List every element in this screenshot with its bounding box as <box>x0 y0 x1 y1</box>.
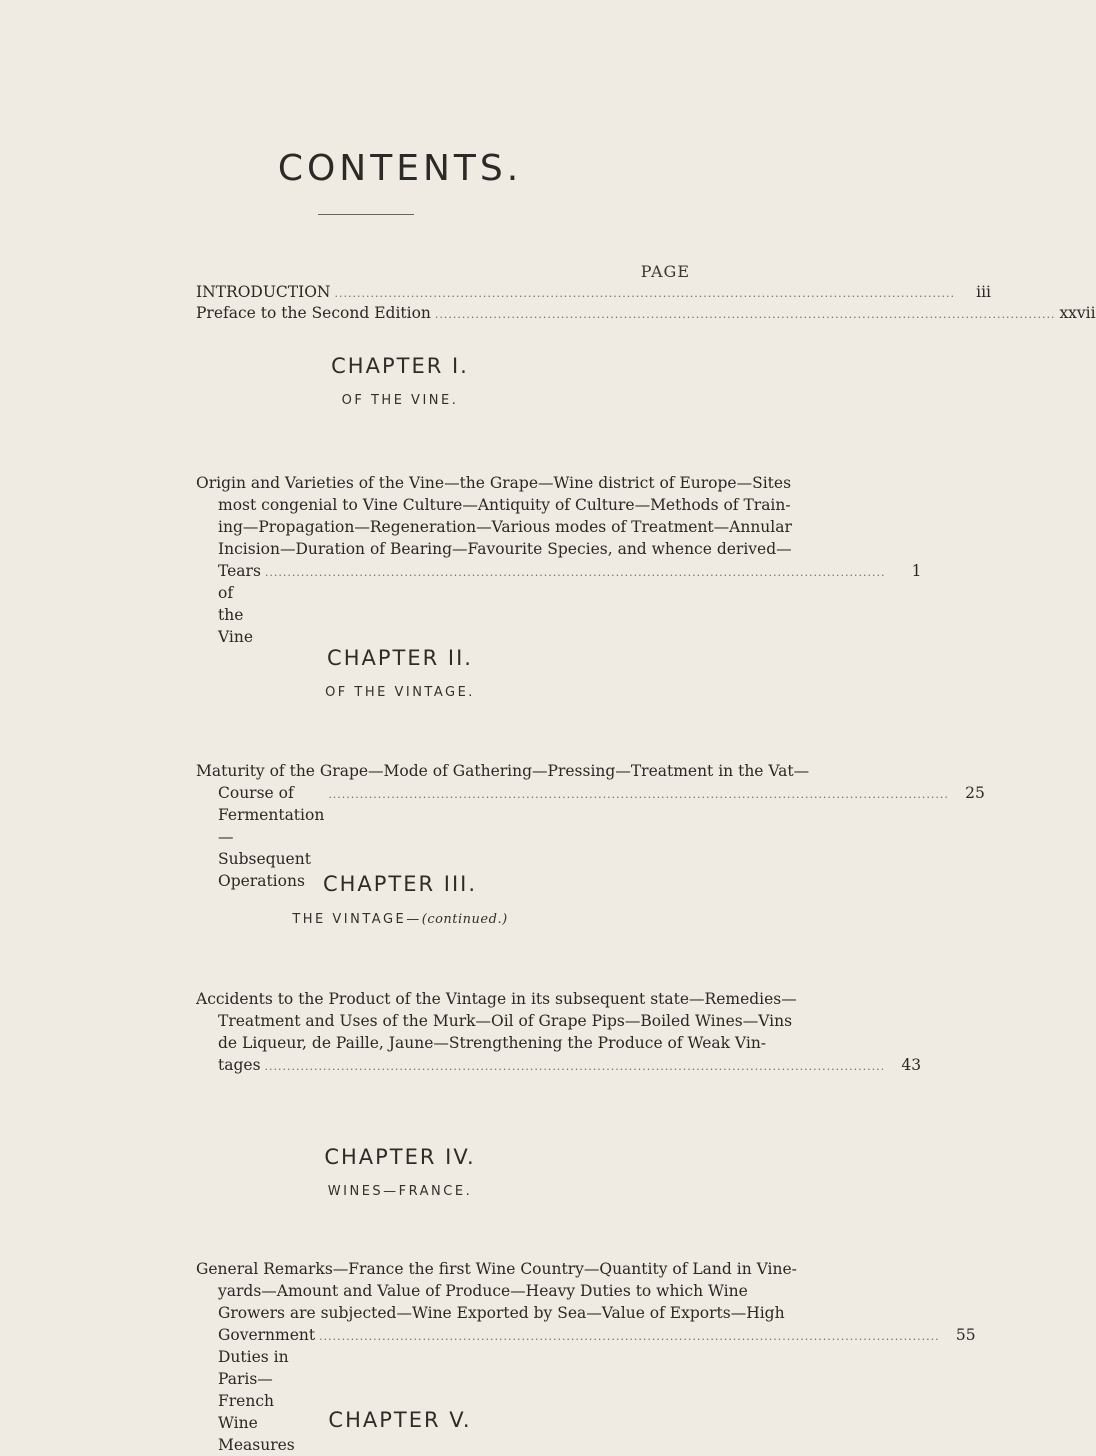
synopsis-line: Accidents to the Product of the Vintage in its subsequent state—Remedies— <box>196 990 797 1008</box>
chapter-page: 43 <box>901 1056 922 1074</box>
synopsis-line: Course of Fermentation—Subsequent Operations <box>218 784 325 890</box>
chapter-page: 55 <box>955 1326 976 1344</box>
entry-title: INTRODUCTION <box>196 283 331 301</box>
toc-entry-introduction <box>196 283 992 301</box>
synopsis-line: Growers are subjected—Wine Exported by Sea—Value of Exports—High <box>218 1304 785 1322</box>
synopsis-last-line <box>196 560 922 648</box>
chapter-1-heading: CHAPTER I. <box>331 354 469 378</box>
synopsis-last-line <box>196 1054 922 1078</box>
leader-dots: .......................................................................................................................................... <box>319 1330 940 1343</box>
toc-entry-preface <box>196 304 1096 322</box>
chapter-4-subtitle: WINES—FRANCE. <box>327 1184 473 1199</box>
synopsis-line: Incision—Duration of Bearing—Favourite Species, and whence derived— <box>218 540 792 558</box>
page-column-label: PAGE <box>640 262 690 281</box>
leader-dots: .......................................................................................................................................... <box>264 1060 886 1073</box>
chapter-1-subtitle: OF THE VINE. <box>341 393 459 408</box>
chapter-page: 25 <box>965 784 985 802</box>
leader-dots: .......................................................................................................................................... <box>334 287 956 300</box>
synopsis-line: yards—Amount and Value of Produce—Heavy Duties to which Wine <box>218 1282 748 1300</box>
chapter-2-subtitle: OF THE VINTAGE. <box>325 685 475 700</box>
chapter-3-heading: CHAPTER III. <box>322 872 478 896</box>
synopsis-line: Tears of the Vine <box>218 562 261 646</box>
synopsis-line: most congenial to Vine Culture—Antiquity of Culture—Methods of Train- <box>218 496 791 514</box>
synopsis-line: Maturity of the Grape—Mode of Gathering—Pressing—Treatment in the Vat— <box>196 762 810 780</box>
leader-dots: .......................................................................................................................................... <box>264 566 886 579</box>
chapter-3-subtitle <box>0 912 800 927</box>
chapter-1-synopsis <box>196 472 922 648</box>
synopsis-line: General Remarks—France the first Wine Country—Quantity of Land in Vine- <box>196 1260 797 1278</box>
leader-dots: .......................................................................................................................................... <box>328 788 949 801</box>
synopsis-line: de Liqueur, de Paille, Jaune—Strengthening the Produce of Weak Vin- <box>218 1034 767 1052</box>
chapter-4-heading: CHAPTER IV. <box>324 1145 476 1169</box>
entry-page: iii <box>976 283 992 301</box>
synopsis-line: Origin and Varieties of the Vine—the Grape—Wine district of Europe—Sites <box>196 474 792 492</box>
subtitle-italic: (continued.) <box>421 912 508 927</box>
chapter-3-synopsis <box>196 988 922 1078</box>
entry-page: xxvii <box>1059 304 1096 322</box>
synopsis-line: Treatment and Uses of the Murk—Oil of Grape Pips—Boiled Wines—Vins <box>218 1012 793 1030</box>
subtitle-text: THE VINTAGE— <box>292 912 422 927</box>
entry-title: Preface to the Second Edition <box>196 304 431 322</box>
chapter-2-heading: CHAPTER II. <box>327 646 473 670</box>
synopsis-line: tages <box>218 1056 261 1074</box>
title-rule <box>318 214 414 215</box>
synopsis-last-line <box>196 1324 976 1456</box>
page-title: CONTENTS. <box>277 148 523 189</box>
synopsis-line: Government Duties in Paris—French Wine Measures <box>218 1326 316 1454</box>
chapter-page: 1 <box>911 562 922 580</box>
chapter-5-heading: CHAPTER V. <box>328 1408 472 1432</box>
leader-dots: .......................................................................................................................................... <box>434 308 1056 321</box>
synopsis-line: ing—Propagation—Regeneration—Various modes of Treatment—Annular <box>218 518 792 536</box>
